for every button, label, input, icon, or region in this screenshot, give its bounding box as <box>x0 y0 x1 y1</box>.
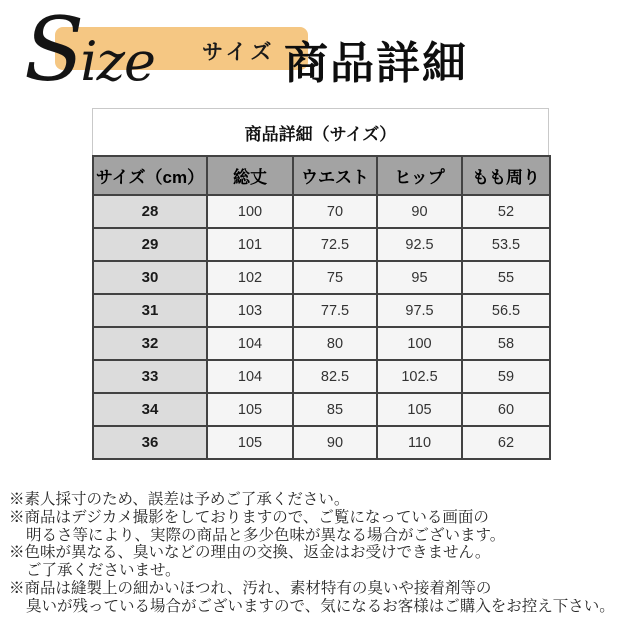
column-header-size: サイズ（cm） <box>93 156 207 195</box>
table-cell: 52 <box>462 195 550 228</box>
table-cell: 90 <box>293 426 377 459</box>
table-row <box>93 426 550 459</box>
disclaimer-notes <box>9 491 639 616</box>
table-cell: 102 <box>207 261 293 294</box>
size-cell: 34 <box>93 393 207 426</box>
size-script-initial: S <box>24 0 81 101</box>
table-cell: 80 <box>293 327 377 360</box>
table-row <box>93 393 550 426</box>
note-line: 臭いが残っている場合がございますので、気になるお客様はご購入をお控え下さい。 <box>26 597 615 615</box>
table-cell: 100 <box>377 327 462 360</box>
size-script-rest: ize <box>80 30 155 93</box>
table-cell: 62 <box>462 426 550 459</box>
table-row <box>93 228 550 261</box>
size-cell: 31 <box>93 294 207 327</box>
note-line: ※色味が異なる、臭いなどの理由の交換、返金はお受けできません。 <box>9 544 491 562</box>
table-cell: 110 <box>377 426 462 459</box>
note-line: ※商品はデジカメ撮影をしておりますので、ご覧になっている画面の <box>9 508 489 526</box>
size-cell: 28 <box>93 195 207 228</box>
table-cell: 92.5 <box>377 228 462 261</box>
size-table <box>92 155 551 460</box>
column-header-waist: ウエスト <box>293 156 377 195</box>
table-cell: 58 <box>462 327 550 360</box>
table-cell: 100 <box>207 195 293 228</box>
table-row <box>93 294 550 327</box>
table-cell: 105 <box>207 426 293 459</box>
size-katakana-label: サイズ <box>202 41 276 64</box>
table-cell: 95 <box>377 261 462 294</box>
table-cell: 97.5 <box>377 294 462 327</box>
size-cell: 29 <box>93 228 207 261</box>
table-cell: 103 <box>207 294 293 327</box>
note-line: ※素人採寸のため、誤差は予めご了承ください。 <box>9 491 350 508</box>
size-cell: 30 <box>93 261 207 294</box>
table-cell: 104 <box>207 327 293 360</box>
table-caption: 商品詳細（サイズ） <box>92 108 549 155</box>
table-cell: 105 <box>377 393 462 426</box>
table-cell: 77.5 <box>293 294 377 327</box>
table-cell: 56.5 <box>462 294 550 327</box>
table-cell: 82.5 <box>293 360 377 393</box>
table-cell: 90 <box>377 195 462 228</box>
note-line: ※商品は縫製上の細かいほつれ、汚れ、素材特有の臭いや接着剤等の <box>9 579 492 597</box>
page-title: 商品詳細 <box>284 38 468 89</box>
size-cell: 32 <box>93 327 207 360</box>
table-header-row <box>93 156 550 195</box>
table-cell: 59 <box>462 360 550 393</box>
table-row <box>93 327 550 360</box>
table-cell: 85 <box>293 393 377 426</box>
table-cell: 55 <box>462 261 550 294</box>
size-cell: 36 <box>93 426 207 459</box>
table-row <box>93 195 550 228</box>
table-cell: 70 <box>293 195 377 228</box>
table-cell: 101 <box>207 228 293 261</box>
table-cell: 105 <box>207 393 293 426</box>
table-cell: 53.5 <box>462 228 550 261</box>
table-cell: 104 <box>207 360 293 393</box>
table-cell: 72.5 <box>293 228 377 261</box>
table-row <box>93 261 550 294</box>
note-line: ご了承くださいませ。 <box>26 562 181 580</box>
table-row <box>93 360 550 393</box>
column-header-total-length: 総丈 <box>207 156 293 195</box>
table-cell: 60 <box>462 393 550 426</box>
table-cell: 102.5 <box>377 360 462 393</box>
table-cell: 75 <box>293 261 377 294</box>
size-script-word <box>24 0 155 101</box>
size-cell: 33 <box>93 360 207 393</box>
column-header-thigh: もも周り <box>462 156 550 195</box>
note-line: 明るさ等により、実際の商品と多少色味が異なる場合がございます。 <box>26 526 506 544</box>
column-header-hip: ヒップ <box>377 156 462 195</box>
